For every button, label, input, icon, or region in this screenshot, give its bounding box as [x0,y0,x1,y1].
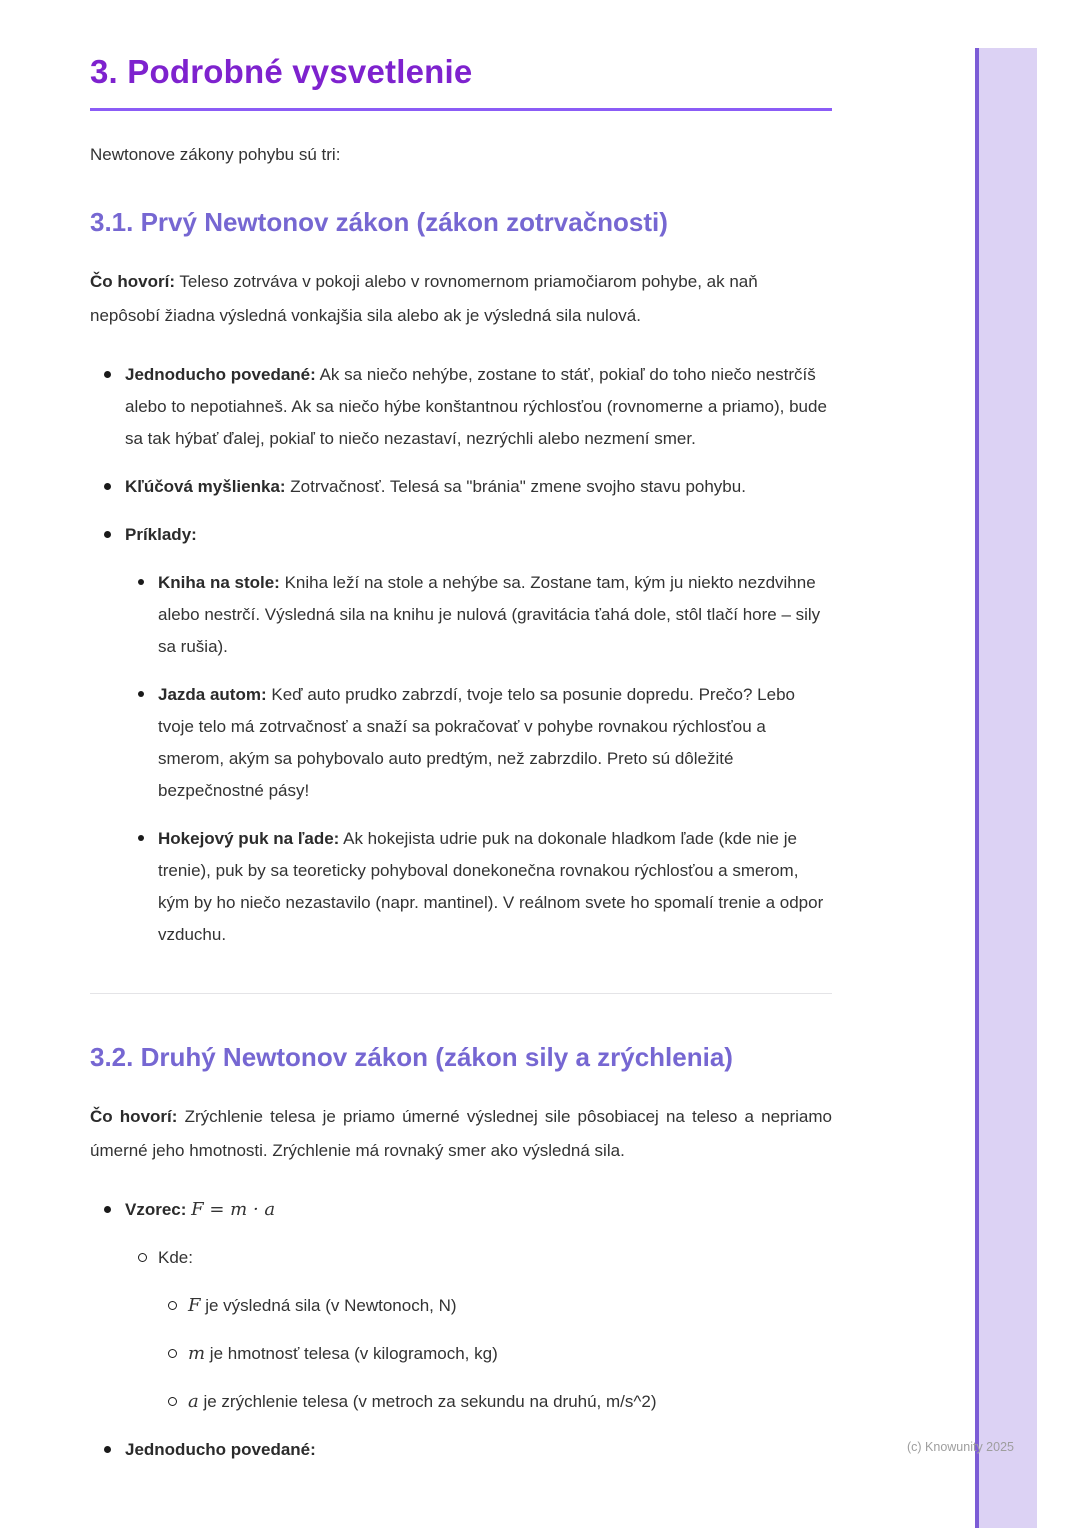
bullet-label: Príklady: [125,525,197,544]
bullet-body: Ak sa niečo nehýbe, zostane to stáť, pokiaľ do toho niečo nestrčíš alebo to nepotiahneš. Ak sa niečo hýbe konštantnou rýchlosťou (rovnomerne a priamo), bude sa tak hýbať ďalej, pokiaľ to niečo nezastaví, nezrýchli alebo nezmení smer. [125,365,827,448]
document-page [90,52,832,1482]
footer-credit: (c) Knowunity 2025 [906,1440,1014,1454]
lead-text: Zrýchlenie telesa je priamo úmerné výslednej sile pôsobiacej na teleso a nepriamo úmerné jeho hmotnosti. Zrýchlenie má rovnaký smer ako výsledná sila. [90,1107,832,1160]
bullet-icon [104,1446,111,1453]
list-item [125,823,832,951]
circle-bullet-icon [168,1301,177,1310]
circle-bullet-icon [138,1253,147,1262]
formula: F = m · a [191,1199,276,1220]
list-item [125,1242,832,1418]
section-3-1-list [90,359,832,951]
bullet-label: Kniha na stole: [158,573,280,592]
list-item-text [158,679,832,807]
bullet-label: Jednoducho povedané: [125,365,316,384]
formula-definitions [125,1242,832,1418]
list-item-text [125,519,832,551]
bullet-body: Keď auto prudko zabrzdí, tvoje telo sa posunie dopredu. Prečo? Lebo tvoje telo má zotrvačnosť a snaží sa pokračovať v pohybe rovnakou rýchlosťou a smerom, akým sa pohybovalo auto predtým, než zabrzdilo. Preto sú dôležité bezpečnostné pásy! [158,685,795,800]
bullet-label: Kľúčová myšlienka: [125,477,286,496]
variable-symbol: a [188,1391,199,1412]
variable-list [158,1290,832,1418]
list-item [158,1386,832,1418]
list-item-text [158,823,832,951]
list-item-text [125,471,832,503]
section-3-2-lead-paragraph [90,1100,832,1168]
lead-label: Čo hovorí: [90,272,175,291]
bullet-label: Jazda autom: [158,685,267,704]
list-item [158,1338,832,1370]
section-3-2-heading: 3.2. Druhý Newtonov zákon (zákon sily a zrýchlenia) [90,1042,733,1072]
variable-line [188,1290,832,1322]
bullet-body: Zotrvačnosť. Telesá sa "bránia" zmene svojho stavu pohybu. [285,477,746,496]
list-item [90,1434,832,1466]
lead-label: Čo hovorí: [90,1107,178,1126]
title-divider [90,108,832,111]
circle-bullet-icon [168,1349,177,1358]
list-item-text [125,1434,832,1466]
bullet-body: Ak hokejista udrie puk na dokonale hladkom ľade (kde nie je trenie), puk by sa teoreticky pohyboval donekonečna rovnakou rýchlosťou a smerom, kým by ho niečo nezastavilo (napr. mantinel). V reálnom svete ho spomalí trenie a odpor vzduchu. [158,829,824,944]
bullet-label: Jednoducho povedané: [125,1440,316,1459]
bullet-icon [104,531,111,538]
variable-description: je výsledná sila (v Newtonoch, N) [200,1296,457,1315]
variable-symbol: F [188,1295,201,1316]
bullet-icon [104,483,111,490]
variable-line [188,1338,832,1370]
list-item-text: Kde: [158,1248,193,1267]
circle-bullet-icon [168,1397,177,1406]
section-divider [90,993,832,994]
lead-text: Teleso zotrváva v pokoji alebo v rovnomernom priamočiarom pohybe, ak naň nepôsobí žiadna výsledná vonkajšia sila alebo ak je výsledná sila nulová. [90,272,758,325]
variable-description: je hmotnosť telesa (v kilogramoch, kg) [205,1344,498,1363]
list-item-text [158,567,832,663]
examples-list [125,567,832,951]
page-title: 3. Podrobné vysvetlenie [90,53,473,90]
list-item [90,519,832,951]
list-item [90,1194,832,1418]
list-item [90,359,832,455]
list-item [125,567,832,663]
list-item [158,1290,832,1322]
variable-description: je zrýchlenie telesa (v metroch za sekundu na druhú, m/s^2) [198,1392,657,1411]
list-item [90,471,832,503]
section-3-1-heading: 3.1. Prvý Newtonov zákon (zákon zotrvačnosti) [90,207,668,237]
intro-paragraph: Newtonove zákony pohybu sú tri: [90,145,341,164]
bullet-icon [138,579,144,585]
bullet-icon [138,835,144,841]
list-item [125,679,832,807]
bullet-body: Kniha leží na stole a nehýbe sa. Zostane tam, kým ju niekto nezdvihne alebo nestrčí. Výsledná sila na knihu je nulová (gravitácia ťahá dole, stôl tlačí hore – sily sa rušia). [158,573,821,656]
formula-label: Vzorec: [125,1200,187,1219]
bullet-icon [104,1206,111,1213]
bullet-icon [104,371,111,378]
section-3-2-list [90,1194,832,1466]
variable-symbol: m [188,1343,206,1364]
scrollbar-track [975,48,1037,1528]
bullet-label: Hokejový puk na ľade: [158,829,340,848]
list-item-text [125,359,832,455]
bullet-icon [138,691,144,697]
variable-line [188,1386,832,1418]
section-3-1-lead-paragraph [90,265,832,333]
formula-line [125,1194,832,1226]
